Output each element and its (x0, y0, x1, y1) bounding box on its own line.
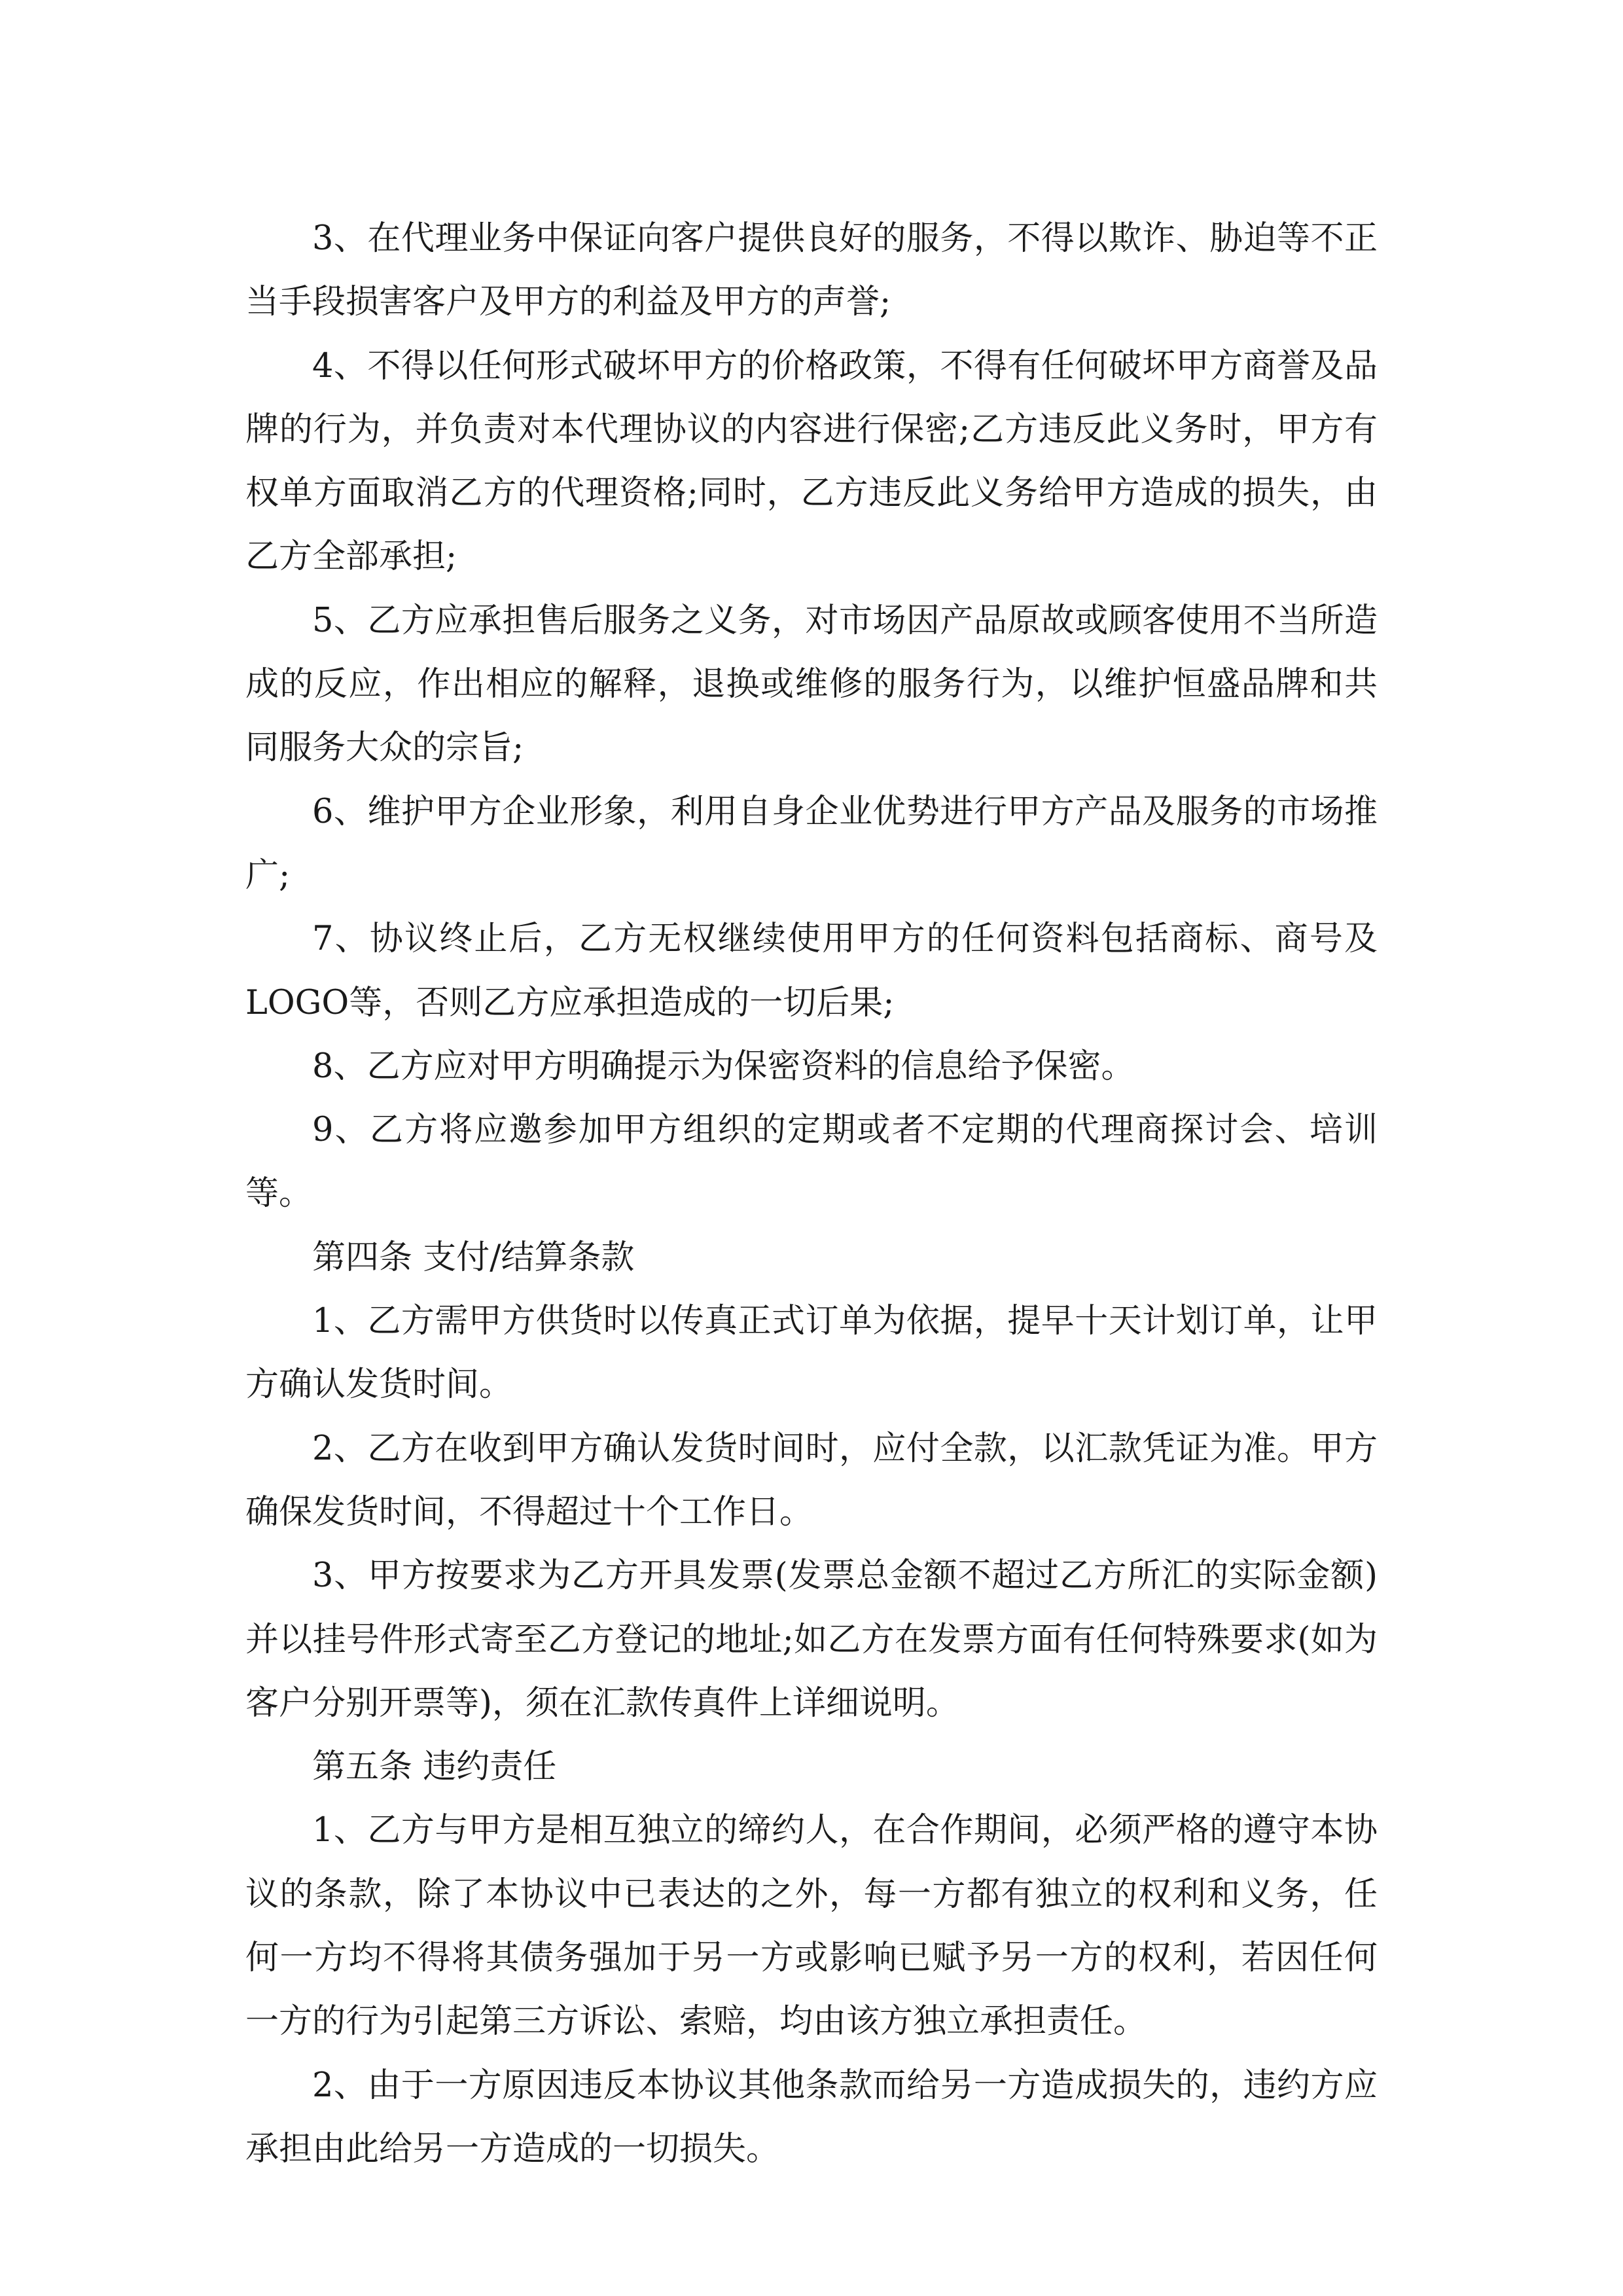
heading-article-4: 第四条 支付/结算条款 (312, 1238, 635, 1277)
document-body (245, 207, 1378, 2181)
heading-article-5: 第五条 违约责任 (312, 1748, 557, 1787)
paragraph-obligation-7: 7、协议终止后，乙方无权继续使用甲方的任何资料包括商标、商号及LOGO等，否则乙方应承担造成的一切后果; (245, 920, 1378, 1022)
paragraph-obligation-5: 5、乙方应承担售后服务之义务，对市场因产品原故或顾客使用不当所造成的反应，作出相应的解释，退换或维修的服务行为，以维护恒盛品牌和共同服务大众的宗旨; (245, 601, 1378, 768)
paragraph-payment-1: 1、乙方需甲方供货时以传真正式订单为依据，提早十天计划订单，让甲方确认发货时间。 (245, 1302, 1378, 1405)
paragraph-payment-3: 3、甲方按要求为乙方开具发票(发票总金额不超过乙方所汇的实际金额)并以挂号件形式寄至乙方登记的地址;如乙方在发票方面有任何特殊要求(如为客户分别开票等)，须在汇款传真件上详细说明。 (245, 1556, 1378, 1723)
paragraph-obligation-4: 4、不得以任何形式破坏甲方的价格政策，不得有任何破坏甲方商誉及品牌的行为，并负责对本代理协议的内容进行保密;乙方违反此义务时，甲方有权单方面取消乙方的代理资格;同时，乙方违反此义务给甲方造成的损失，由乙方全部承担; (245, 346, 1378, 577)
paragraph-liability-1: 1、乙方与甲方是相互独立的缔约人，在合作期间，必须严格的遵守本协议的条款，除了本协议中已表达的之外，每一方都有独立的权利和义务，任何一方均不得将其债务强加于另一方或影响已赋予另一方的权利，若因任何一方的行为引起第三方诉讼、索赔，均由该方独立承担责任。 (245, 1811, 1378, 2041)
paragraph-obligation-6: 6、维护甲方企业形象，利用自身企业优势进行甲方产品及服务的市场推广; (245, 792, 1378, 895)
paragraph-liability-2: 2、由于一方原因违反本协议其他条款而给另一方造成损失的，违约方应承担由此给另一方造成的一切损失。 (245, 2066, 1378, 2168)
paragraph-obligation-3: 3、在代理业务中保证向客户提供良好的服务，不得以欺诈、胁迫等不正当手段损害客户及甲方的利益及甲方的声誉; (245, 219, 1378, 322)
paragraph-payment-2: 2、乙方在收到甲方确认发货时间时，应付全款，以汇款凭证为准。甲方确保发货时间，不得超过十个工作日。 (245, 1429, 1378, 1532)
paragraph-obligation-9: 9、乙方将应邀参加甲方组织的定期或者不定期的代理商探讨会、培训等。 (245, 1111, 1378, 1213)
paragraph-obligation-8: 8、乙方应对甲方明确提示为保密资料的信息给予保密。 (312, 1047, 1135, 1086)
